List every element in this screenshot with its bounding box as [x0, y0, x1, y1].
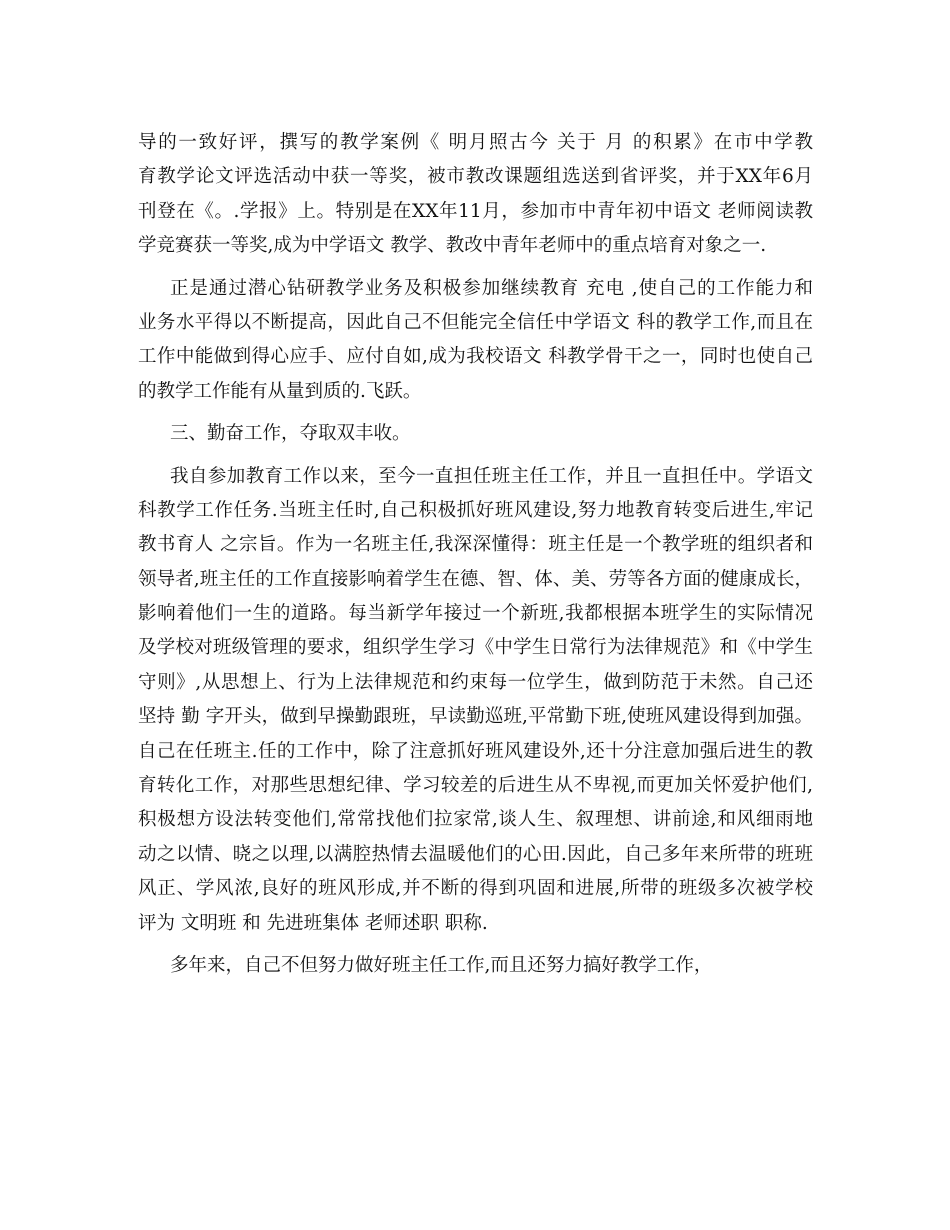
text-line: 业务水平得以不断提高，因此自己不但能完全信任中学语文 科的教学工作,而且在	[138, 311, 813, 333]
text-line: 正是通过潜心钻研教学业务及积极参加继续教育 充电 ,使自己的工作能力和	[170, 277, 813, 299]
text-line: 导的一致好评，撰写的教学案例《 明月照古今 关于 月 的积累》在市中学教	[138, 132, 813, 153]
text-line: 坚持 勤 字开头，做到早操勤跟班，早读勤巡班,平常勤下班,使班风建设得到加强。	[138, 706, 813, 728]
paragraph-1	[138, 126, 813, 264]
text-line: 教书育人 之宗旨。作为一名班主任,我深深懂得：班主任是一个教学班的组织者和	[138, 534, 813, 556]
text-line: 的教学工作能有从量到质的.飞跃。	[138, 380, 422, 402]
text-line: 自己在任班主.任的工作中，除了注意抓好班风建设外,还十分注意加强后进生的教	[138, 740, 813, 762]
paragraph-3	[138, 460, 813, 941]
text-line: 科教学工作任务.当班主任时,自己积极抓好班风建设,努力地教育转变后进生,牢记	[138, 499, 813, 521]
text-line: 评为 文明班 和 先进班集体 老师述职 职称.	[138, 912, 488, 934]
text-line: 动之以情、晓之以理,以满腔热情去温暖他们的心田.因此，自己多年来所带的班班	[138, 843, 813, 865]
text-line: 我自参加教育工作以来，至今一直担任班主任工作，并且一直担任中。学语文	[170, 465, 813, 487]
document-body	[138, 126, 813, 983]
text-line: 学竞赛获一等奖,成为中学语文 教学、教改中青年老师中的重点培育对象之一.	[138, 235, 767, 257]
text-line: 积极想方设法转变他们,常常找他们拉家常,谈人生、叙理想、讲前途,和风细雨地	[138, 809, 813, 831]
heading-line: 三、勤奋工作，夺取双丰收。	[170, 423, 411, 445]
text-line: 及学校对班级管理的要求，组织学生学习《中学生日常行为法律规范》和《中学生	[138, 637, 813, 659]
text-line: 领导者,班主任的工作直接影响着学生在德、智、体、美、劳等各方面的健康成长，	[138, 568, 813, 590]
paragraph-4	[138, 949, 813, 983]
text-line: 守则》,从思想上、行为上法律规范和约束每一位学生，做到防范于未然。自己还	[138, 671, 813, 693]
text-line: 工作中能做到得心应手、应付自如,成为我校语文 科教学骨干之一，同时也使自己	[138, 346, 813, 368]
paragraph-2	[138, 272, 813, 410]
text-line: 风正、学风浓,良好的班风形成,并不断的得到巩固和进展,所带的班级多次被学校	[138, 878, 813, 900]
text-line: 育转化工作，对那些思想纪律、学习较差的后进生从不卑视,而更加关怀爱护他们,	[138, 775, 813, 797]
text-line: 影响着他们一生的道路。每当新学年接过一个新班,我都根据本班学生的实际情况	[138, 603, 813, 625]
text-line: 刊登在《。.学报》上。特别是在XX年11月，参加市中青年初中语文 老师阅读教	[138, 200, 813, 222]
section-heading	[138, 417, 813, 451]
text-line: 多年来，自己不但努力做好班主任工作,而且还努力搞好教学工作，	[170, 954, 713, 976]
text-line: 育教学论文评选活动中获一等奖，被市教改课题组选送到省评奖，并于XX年6月	[138, 166, 813, 188]
